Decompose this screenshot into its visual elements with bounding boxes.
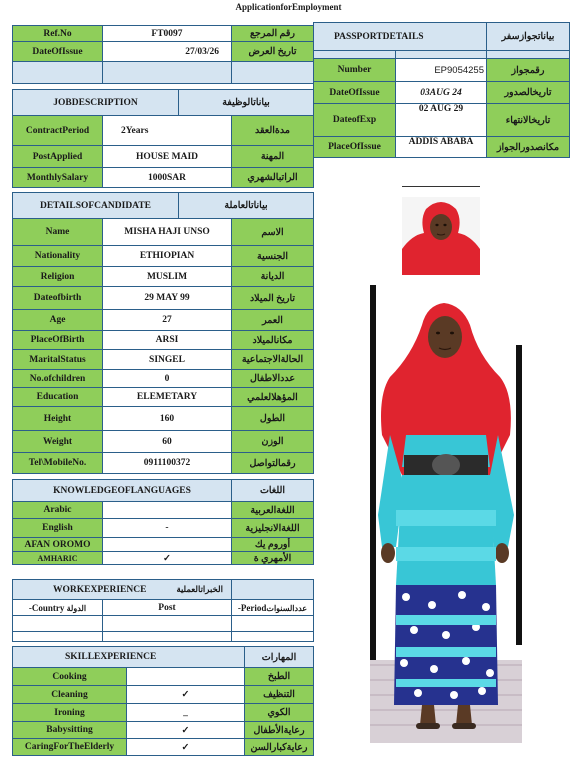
passport-table — [313, 22, 570, 158]
passport-exp-value: 02 AUG 29 — [396, 104, 487, 137]
passport-header: PASSPORTDETAILS — [314, 23, 487, 51]
dob-label-ar: تاريخ الميلاد — [232, 287, 314, 310]
salary-label: MonthlySalary — [13, 168, 103, 188]
post-label: PostApplied — [13, 146, 103, 168]
name-value: MISHA HAJI UNSO — [103, 219, 232, 246]
mobile-value: 0911100372 — [103, 453, 232, 474]
passport-exp-label: DateofExp — [314, 104, 396, 137]
passport-number-label: Number — [314, 59, 396, 82]
passport-place-label: PlaceOfIssue — [314, 137, 396, 158]
headshot-photo — [402, 197, 480, 275]
work-col-post: Post — [103, 600, 232, 616]
passport-issue-label: DateOfIssue — [314, 82, 396, 104]
skill-ironing-value: _ — [127, 704, 245, 722]
pob-value: ARSI — [103, 331, 232, 350]
passport-number-label-ar: رقمجواز — [487, 59, 570, 82]
lang-arabic-label: Arabic — [13, 502, 103, 519]
skill-cleaning-value: ✓ — [127, 686, 245, 704]
religion-label: Religion — [13, 267, 103, 287]
ref-table — [12, 25, 314, 84]
contract-value: 2Years — [103, 116, 232, 146]
mobile-label: Tel\MobileNo. — [13, 453, 103, 474]
passport-issue-value: 03AUG 24 — [396, 82, 487, 104]
education-label-ar: المؤهلالعلمي — [232, 388, 314, 407]
age-label: Age — [13, 310, 103, 331]
skill-babysitting-label: Babysitting — [13, 722, 127, 739]
religion-value: MUSLIM — [103, 267, 232, 287]
nationality-label-ar: الجنسية — [232, 246, 314, 267]
languages-header: KNOWLEDGEOFLANGUAGES — [13, 480, 232, 502]
work-table — [12, 579, 314, 642]
skills-table — [12, 646, 314, 756]
issue-value: 27/03/26 — [103, 42, 232, 62]
passport-exp-label-ar: تاريخالانتهاء — [487, 104, 570, 137]
work-header: WORKEXPERIENCE الخبراتالعملية — [13, 580, 232, 600]
contract-label: ContractPeriod — [13, 116, 103, 146]
skill-babysitting-label-ar: رعايةالأطفال — [245, 722, 314, 739]
lang-amharic-label-ar: الأمهري ة — [232, 552, 314, 565]
age-value: 27 — [103, 310, 232, 331]
skills-header: SKILLEXPERIENCE — [13, 647, 245, 668]
passport-place-label-ar: مكانصدورالجواز — [487, 137, 570, 158]
lang-amharic-label: AMHARIC — [13, 552, 103, 565]
ref-value: FT0097 — [103, 26, 232, 42]
salary-value: 1000SAR — [103, 168, 232, 188]
dob-value: 29 MAY 99 — [103, 287, 232, 310]
dob-label: Dateofbirth — [13, 287, 103, 310]
weight-label-ar: الوزن — [232, 431, 314, 453]
work-col-country: -Country الدولة — [13, 600, 103, 616]
work-col-period-ar: عددالسنوات — [266, 603, 308, 613]
lang-oromo-value — [103, 538, 232, 552]
work-col-period: -Periodعددالسنوات — [232, 600, 314, 616]
work-header-ar: الخبراتالعملية — [176, 584, 223, 594]
skill-cleaning-label-ar: التنظيف — [245, 686, 314, 704]
mobile-label-ar: رقمالتواصل — [232, 453, 314, 474]
page-title: ApplicationforEmployment — [235, 2, 342, 12]
skill-ironing-label: Ironing — [13, 704, 127, 722]
skill-elderly-value: ✓ — [127, 739, 245, 756]
skill-elderly-label-ar: رعايةكبارالسن — [245, 739, 314, 756]
salary-label-ar: الراتبالشهري — [232, 168, 314, 188]
weight-label: Weight — [13, 431, 103, 453]
candidate-table — [12, 192, 314, 474]
lang-english-value: - — [103, 519, 232, 538]
candidate-header: DETAILSOFCANDIDATE — [13, 193, 179, 219]
education-label: Education — [13, 388, 103, 407]
post-label-ar: المهنة — [232, 146, 314, 168]
passport-header-ar: بياناتجوازسفر — [487, 23, 570, 51]
ref-label: Ref.No — [13, 26, 103, 42]
children-label-ar: عددالاطفال — [232, 370, 314, 388]
skill-cooking-label: Cooking — [13, 668, 127, 686]
work-col-country-ar: الدولة — [66, 603, 87, 613]
lang-oromo-label: AFAN OROMO — [13, 538, 103, 552]
job-header: JOBDESCRIPTION — [13, 90, 179, 116]
marital-value: SINGEL — [103, 350, 232, 370]
job-header-ar: بياناتالوظيفة — [179, 90, 314, 116]
job-table — [12, 89, 314, 188]
pob-label: PlaceOfBirth — [13, 331, 103, 350]
lang-oromo-label-ar: أوروم يك — [232, 538, 314, 552]
name-label: Name — [13, 219, 103, 246]
lang-english-label: English — [13, 519, 103, 538]
children-value: 0 — [103, 370, 232, 388]
children-label: No.ofchildren — [13, 370, 103, 388]
skill-cooking-label-ar: الطبخ — [245, 668, 314, 686]
lang-arabic-value — [103, 502, 232, 519]
religion-label-ar: الديانة — [232, 267, 314, 287]
skill-elderly-label: CaringForTheElderly — [13, 739, 127, 756]
issue-label: DateOfIssue — [13, 42, 103, 62]
nationality-label: Nationality — [13, 246, 103, 267]
nationality-value: ETHIOPIAN — [103, 246, 232, 267]
passport-number-value: EP9054255 — [396, 59, 487, 82]
languages-table — [12, 479, 314, 565]
age-label-ar: العمر — [232, 310, 314, 331]
post-value: HOUSE MAID — [103, 146, 232, 168]
passport-place-value: ADDIS ABABA — [396, 137, 487, 158]
ref-label-ar: رقم المرجع — [232, 26, 314, 42]
marital-label-ar: الحالةالاجتماعية — [232, 350, 314, 370]
full-body-photo — [370, 285, 522, 743]
pob-label-ar: مكانالميلاد — [232, 331, 314, 350]
skill-babysitting-value: ✓ — [127, 722, 245, 739]
height-label: Height — [13, 407, 103, 431]
lang-english-label-ar: اللغةالانجليزية — [232, 519, 314, 538]
candidate-header-ar: بياناتالعاملة — [179, 193, 314, 219]
height-value: 160 — [103, 407, 232, 431]
skill-ironing-label-ar: الكوي — [245, 704, 314, 722]
lang-arabic-label-ar: اللغةالعربية — [232, 502, 314, 519]
education-value: ELEMETARY — [103, 388, 232, 407]
languages-header-ar: اللغات — [232, 480, 314, 502]
contract-label-ar: مدةالعقد — [232, 116, 314, 146]
passport-issue-label-ar: تاريخالصدور — [487, 82, 570, 104]
issue-label-ar: تاريخ العرض — [232, 42, 314, 62]
name-label-ar: الاسم — [232, 219, 314, 246]
skill-cooking-value — [127, 668, 245, 686]
lang-amharic-value: ✓ — [103, 552, 232, 565]
skill-cleaning-label: Cleaning — [13, 686, 127, 704]
weight-value: 60 — [103, 431, 232, 453]
photo-divider — [402, 186, 480, 187]
height-label-ar: الطول — [232, 407, 314, 431]
marital-label: MaritalStatus — [13, 350, 103, 370]
skills-header-ar: المهارات — [245, 647, 314, 668]
